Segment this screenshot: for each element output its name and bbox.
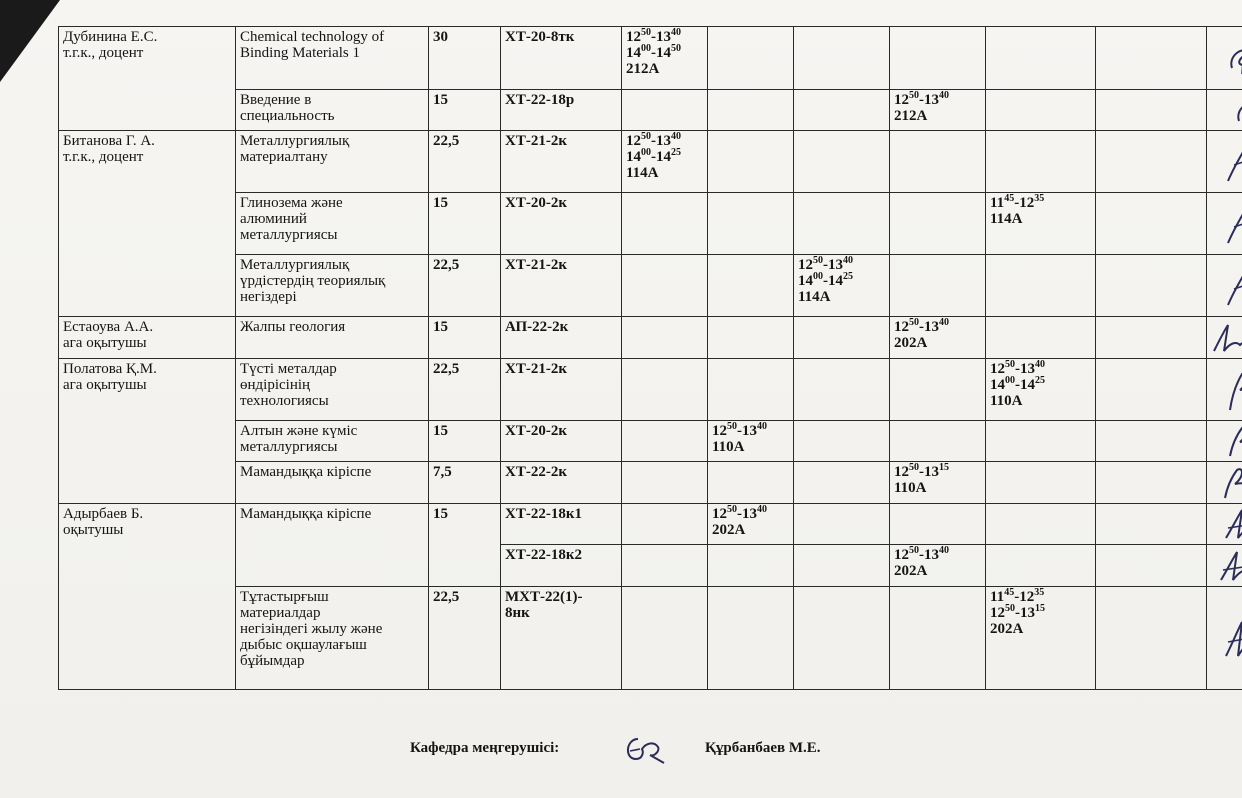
- table-row: [59, 255, 1242, 317]
- hours-value: 22,5: [433, 257, 460, 273]
- slot-cell: [794, 504, 890, 545]
- signature-cell: [1207, 587, 1242, 690]
- slot-cell: [708, 421, 794, 462]
- signature-cell: [1207, 462, 1242, 504]
- time-slot: $11^{45}-12^{35}$ $12^{50}-13^{15}$ 202А: [990, 587, 1045, 637]
- hours-cell: [429, 90, 501, 131]
- slot-cell: [986, 462, 1096, 504]
- group-cell: [501, 193, 622, 255]
- slot-cell: [794, 587, 890, 690]
- hours-cell: [429, 462, 501, 504]
- hours-value: 15: [433, 506, 448, 522]
- hours-cell: [429, 317, 501, 359]
- slot-cell: [890, 255, 986, 317]
- signature-image: [1215, 464, 1242, 502]
- slot-cell: [622, 504, 708, 545]
- group-code: ХТ-21-2к: [505, 133, 567, 149]
- slot-cell: [986, 317, 1096, 359]
- subject-cell: [236, 193, 429, 255]
- group-code: ХТ-20-8тк: [505, 29, 575, 45]
- slot-cell: [890, 545, 986, 587]
- subject-cell: [236, 131, 429, 193]
- slot-cell: [794, 545, 890, 587]
- slot-cell: [890, 462, 986, 504]
- slot-cell: [794, 193, 890, 255]
- signature-image: [1225, 93, 1242, 127]
- slot-cell: [622, 90, 708, 131]
- slot-cell: [622, 359, 708, 421]
- table-row: [59, 359, 1242, 421]
- signature-cell: [1207, 90, 1242, 131]
- group-code: АП-22-2к: [505, 319, 569, 335]
- slot-cell: [794, 317, 890, 359]
- signature-cell: [1207, 421, 1242, 462]
- group-cell: [501, 255, 622, 317]
- subject-name: Мамандыққа кіріспе: [240, 464, 372, 480]
- group-cell: [501, 587, 622, 690]
- slot-cell: [986, 131, 1096, 193]
- page-corner-shadow: [0, 0, 60, 82]
- table-row: [59, 90, 1242, 131]
- group-code: ХТ-21-2к: [505, 257, 567, 273]
- slot-cell: [890, 90, 986, 131]
- signature-image: [1220, 366, 1242, 414]
- slot-cell: [622, 193, 708, 255]
- slot-cell: [708, 504, 794, 545]
- teacher-cell: [59, 131, 236, 317]
- group-code: ХТ-20-2к: [505, 423, 567, 439]
- table-row: [59, 587, 1242, 690]
- teacher-name: Битанова Г. А. т.г.к., доцент: [63, 133, 155, 165]
- time-slot: $12^{50}-13^{40}$ $14^{00}-14^{25}$ 110А: [990, 359, 1045, 409]
- slot-cell: [708, 317, 794, 359]
- subject-name: Металлургиялық материалтану: [240, 133, 350, 165]
- slot-cell: [986, 545, 1096, 587]
- table-row: [59, 421, 1242, 462]
- slot-cell: [708, 27, 794, 90]
- slot-cell: [708, 462, 794, 504]
- department-head-label: Кафедра меңгерушісі:: [410, 740, 560, 756]
- slot-cell: [794, 421, 890, 462]
- table-row: [59, 27, 1242, 90]
- slot-cell: [890, 193, 986, 255]
- subject-name: Мамандыққа кіріспе: [240, 506, 372, 522]
- group-code: ХТ-22-18к2: [505, 547, 582, 563]
- table-row: [59, 462, 1242, 504]
- group-code: ХТ-22-18р: [505, 92, 575, 108]
- slot-cell: [1096, 27, 1207, 90]
- slot-cell: [622, 131, 708, 193]
- slot-cell: [1096, 131, 1207, 193]
- slot-cell: [1096, 90, 1207, 131]
- hours-cell: [429, 131, 501, 193]
- subject-name: Түсті металдар өндірісінің технологиясы: [240, 361, 337, 409]
- slot-cell: [794, 359, 890, 421]
- signature-cell: [1207, 359, 1242, 421]
- slot-cell: [794, 131, 890, 193]
- subject-cell: [236, 462, 429, 504]
- time-slot: $12^{50}-13^{40}$ 202А: [894, 545, 949, 579]
- hours-cell: [429, 255, 501, 317]
- table-row: [59, 131, 1242, 193]
- table-row: [59, 317, 1242, 359]
- subject-cell: [236, 587, 429, 690]
- subject-name: Введение в специальность: [240, 92, 335, 124]
- hours-value: 22,5: [433, 361, 460, 377]
- slot-cell: [622, 421, 708, 462]
- time-slot: $12^{50}-13^{40}$ 202А: [712, 504, 767, 538]
- schedule-table: [58, 26, 1242, 690]
- hours-cell: [429, 359, 501, 421]
- slot-cell: [708, 90, 794, 131]
- signature-cell: [1207, 193, 1242, 255]
- teacher-name: Полатова Қ.М. ага оқытушы: [63, 361, 157, 393]
- group-code: МХТ-22(1)- 8нк: [505, 589, 583, 621]
- slot-cell: [622, 27, 708, 90]
- slot-cell: [1096, 587, 1207, 690]
- teacher-name: Естаоува А.А. ага оқытушы: [63, 319, 154, 351]
- subject-name: Металлургиялық үрдістердің теориялық негіздері: [240, 257, 386, 305]
- time-slot: $12^{50}-13^{40}$ 202А: [894, 317, 949, 351]
- subject-cell: [236, 317, 429, 359]
- hours-value: 15: [433, 195, 448, 211]
- slot-cell: [1096, 421, 1207, 462]
- signature-image: [1220, 137, 1242, 187]
- signature-cell: [1207, 255, 1242, 317]
- group-code: ХТ-22-2к: [505, 464, 567, 480]
- signature-cell: [1207, 131, 1242, 193]
- group-cell: [501, 359, 622, 421]
- group-code: ХТ-22-18к1: [505, 506, 582, 522]
- time-slot: $12^{50}-13^{40}$ 212А: [894, 90, 949, 124]
- slot-cell: [890, 587, 986, 690]
- subject-cell: [236, 255, 429, 317]
- slot-cell: [1096, 462, 1207, 504]
- slot-cell: [794, 27, 890, 90]
- time-slot: $11^{45}-12^{35}$ 114А: [990, 193, 1045, 227]
- hours-value: 15: [433, 319, 448, 335]
- signature-cell: [1207, 545, 1242, 587]
- slot-cell: [890, 504, 986, 545]
- slot-cell: [986, 359, 1096, 421]
- hours-value: 30: [433, 29, 448, 45]
- hours-cell: [429, 27, 501, 90]
- teacher-name: Адырбаев Б. оқытушы: [63, 506, 144, 538]
- subject-name: Алтын және күміс металлургиясы: [240, 423, 358, 455]
- hours-value: 22,5: [433, 589, 460, 605]
- slot-cell: [890, 421, 986, 462]
- group-cell: [501, 131, 622, 193]
- slot-cell: [708, 255, 794, 317]
- slot-cell: [986, 587, 1096, 690]
- department-head-signature: [620, 733, 670, 767]
- slot-cell: [890, 27, 986, 90]
- slot-cell: [794, 255, 890, 317]
- hours-value: 15: [433, 92, 448, 108]
- slot-cell: [794, 90, 890, 131]
- signature-image: [1220, 38, 1242, 78]
- group-cell: [501, 90, 622, 131]
- subject-cell: [236, 359, 429, 421]
- signature-image: [1210, 319, 1242, 357]
- slot-cell: [1096, 359, 1207, 421]
- slot-cell: [622, 545, 708, 587]
- slot-cell: [708, 545, 794, 587]
- slot-cell: [1096, 255, 1207, 317]
- hours-value: 7,5: [433, 464, 452, 480]
- hours-value: 15: [433, 423, 448, 439]
- group-code: ХТ-20-2к: [505, 195, 567, 211]
- slot-cell: [986, 27, 1096, 90]
- slot-cell: [708, 587, 794, 690]
- slot-cell: [708, 131, 794, 193]
- teacher-cell: [59, 27, 236, 131]
- slot-cell: [986, 193, 1096, 255]
- slot-cell: [986, 255, 1096, 317]
- table-row: [59, 504, 1242, 545]
- signature-image: [1220, 199, 1242, 249]
- signature-image: [1220, 614, 1242, 662]
- time-slot: $12^{50}-13^{40}$ 110А: [712, 421, 767, 455]
- hours-cell: [429, 421, 501, 462]
- footer: [0, 737, 1242, 761]
- signature-cell: [1207, 27, 1242, 90]
- slot-cell: [622, 587, 708, 690]
- signature-image: [1215, 548, 1242, 584]
- signature-cell: [1207, 504, 1242, 545]
- signature-image: [1220, 506, 1242, 542]
- slot-cell: [1096, 317, 1207, 359]
- slot-cell: [622, 255, 708, 317]
- hours-cell: [429, 587, 501, 690]
- subject-cell: [236, 90, 429, 131]
- group-cell: [501, 504, 622, 545]
- group-cell: [501, 421, 622, 462]
- slot-cell: [708, 193, 794, 255]
- subject-name: Жалпы геология: [240, 319, 346, 335]
- slot-cell: [1096, 545, 1207, 587]
- teacher-cell: [59, 504, 236, 690]
- hours-cell: [429, 504, 501, 587]
- time-slot: $12^{50}-13^{40}$ $14^{00}-14^{25}$ 114А: [626, 131, 681, 181]
- subject-name: Глинозема және алюминий металлургиясы: [240, 195, 343, 243]
- group-code: ХТ-21-2к: [505, 361, 567, 377]
- slot-cell: [1096, 193, 1207, 255]
- hours-value: 22,5: [433, 133, 460, 149]
- slot-cell: [986, 504, 1096, 545]
- slot-cell: [890, 359, 986, 421]
- time-slot: $12^{50}-13^{15}$ 110А: [894, 462, 949, 496]
- schedule-body: [59, 27, 1242, 690]
- signature-image: [1220, 422, 1242, 460]
- department-head-name: Құрбанбаев М.Е.: [705, 740, 821, 756]
- table-row: [59, 193, 1242, 255]
- subject-cell: [236, 504, 429, 587]
- signature-cell: [1207, 317, 1242, 359]
- time-slot: $12^{50}-13^{40}$ $14^{00}-14^{50}$ 212А: [626, 27, 681, 77]
- subject-name: Тұтастырғыш материалдар негізіндегі жылу және дыбыс оқшаулағыш бұйымдар: [240, 589, 383, 669]
- slot-cell: [986, 90, 1096, 131]
- time-slot: $12^{50}-13^{40}$ $14^{00}-14^{25}$ 114А: [798, 255, 853, 305]
- group-cell: [501, 545, 622, 587]
- teacher-cell: [59, 317, 236, 359]
- slot-cell: [708, 359, 794, 421]
- signature-image: [1220, 261, 1242, 311]
- hours-cell: [429, 193, 501, 255]
- teacher-cell: [59, 359, 236, 504]
- slot-cell: [890, 317, 986, 359]
- slot-cell: [622, 317, 708, 359]
- group-cell: [501, 462, 622, 504]
- subject-name: Chemical technology of Binding Materials 1: [240, 29, 385, 61]
- teacher-name: Дубинина Е.С. т.г.к., доцент: [63, 29, 158, 61]
- group-cell: [501, 27, 622, 90]
- subject-cell: [236, 421, 429, 462]
- slot-cell: [794, 462, 890, 504]
- subject-cell: [236, 27, 429, 90]
- slot-cell: [986, 421, 1096, 462]
- slot-cell: [622, 462, 708, 504]
- slot-cell: [890, 131, 986, 193]
- group-cell: [501, 317, 622, 359]
- slot-cell: [1096, 504, 1207, 545]
